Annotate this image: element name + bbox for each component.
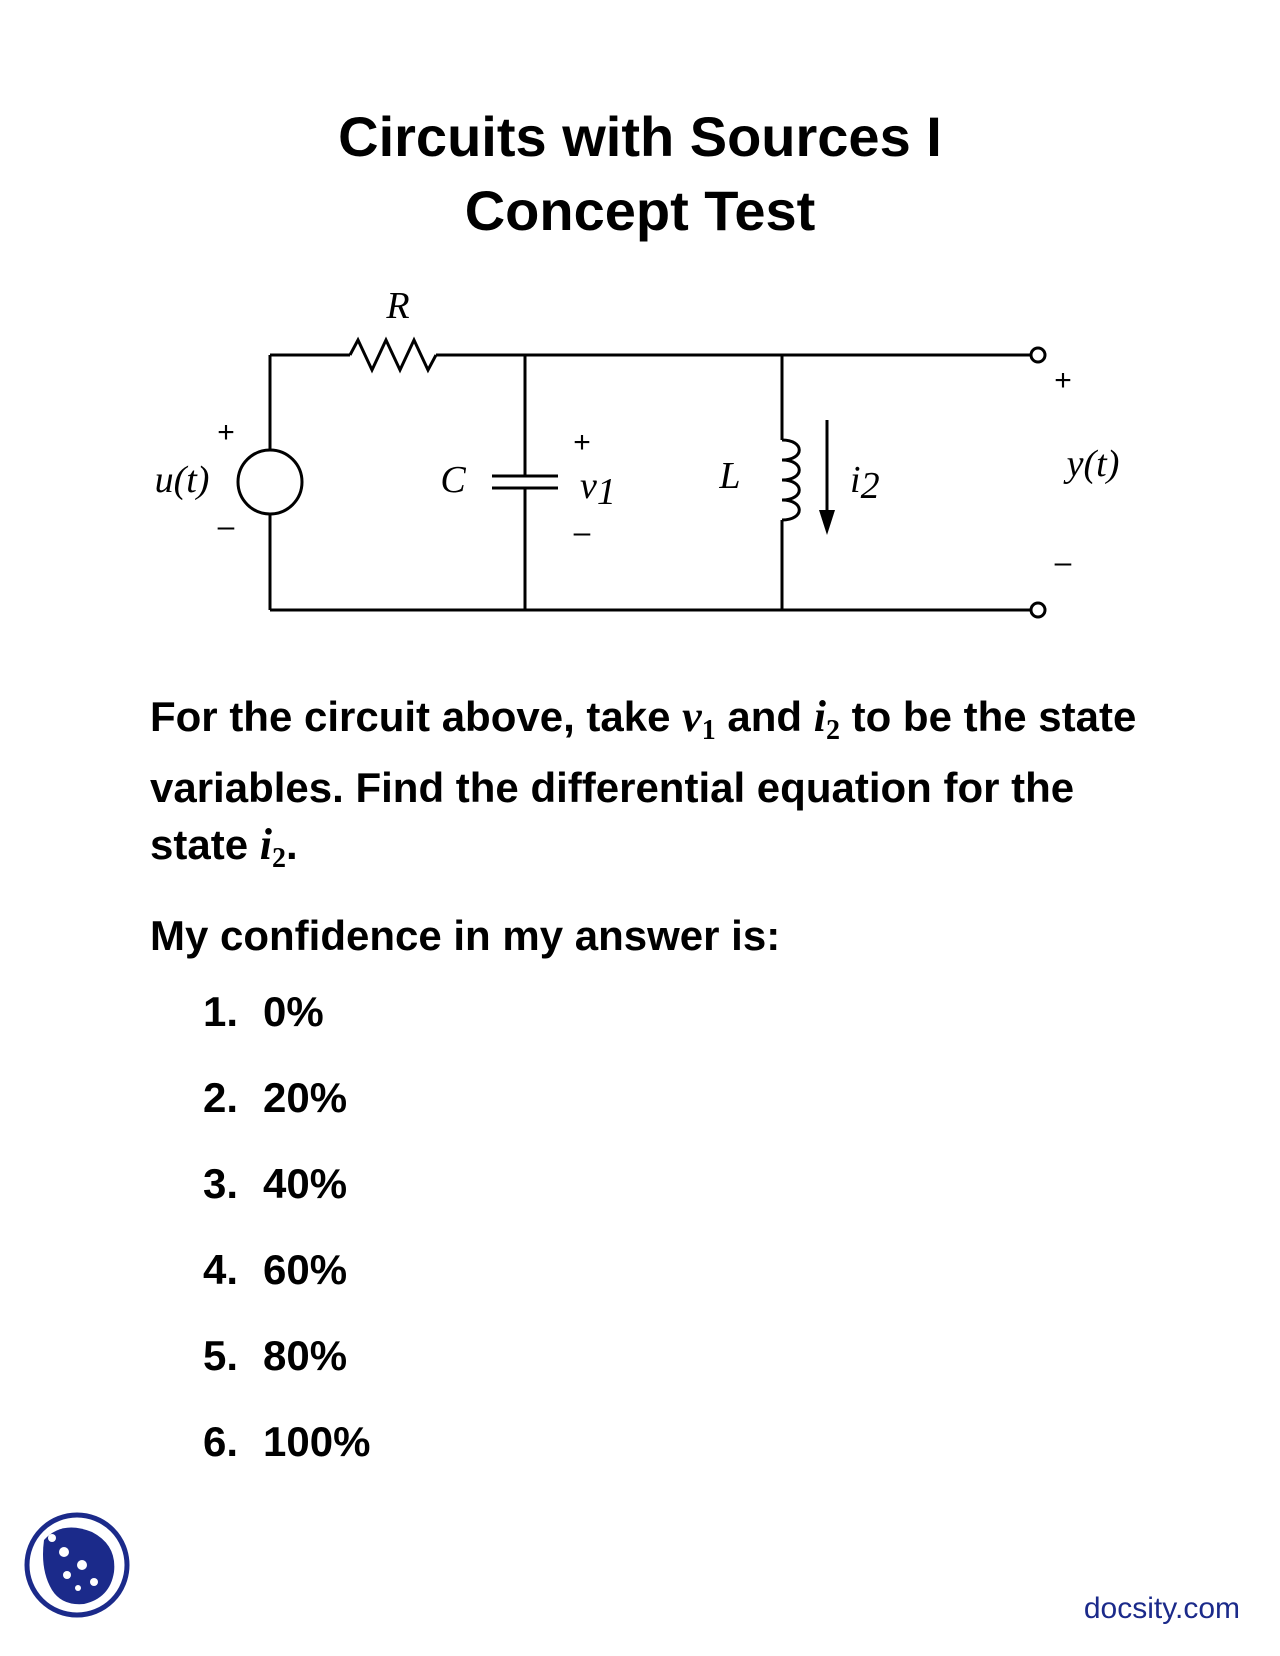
current-arrowhead [819,510,835,535]
option-item[interactable]: 2. 20% [203,1074,348,1121]
option-item[interactable]: 3. 40% [203,1160,348,1207]
question-part-4: . [285,821,298,868]
i2-label: i2 [850,459,880,507]
confidence-prompt: My confidence in my answer is: [150,912,781,959]
question-part-3: to be the state variables. Find the differential equation for the state [150,693,1137,868]
inductor-symbol [782,440,799,520]
question-part-1: For the circuit above, take [150,693,683,740]
v1-plus: + [573,426,591,459]
resistor-label: R [386,285,410,327]
option-item[interactable]: 5. 80% [203,1332,348,1379]
output-plus: + [1054,364,1072,397]
output-terminal-bottom [1031,603,1045,617]
source-label: u(t) [154,459,210,501]
option-item[interactable]: 4. 60% [203,1246,348,1293]
docsity-watermark[interactable]: docsity.com [1083,1592,1240,1625]
inductor-label: L [719,455,741,497]
resistor-symbol [350,340,436,370]
output-minus: – [1054,546,1072,579]
title-line-1: Circuits with Sources I [338,105,942,168]
question-var-i2: $i_2$ [813,692,840,746]
circuit-diagram [0,270,1280,650]
title-line-2: Concept Test [464,179,816,242]
option-item[interactable]: 6. 100% [203,1418,371,1465]
page-title [0,100,1280,248]
question-text [150,688,1150,887]
source-minus: – [217,510,235,543]
source-plus: + [217,416,235,449]
question-var-v1: $v_1$ [682,692,716,746]
question-var-i2-state: $i_2$ [259,820,286,874]
v1-minus: – [573,516,591,549]
confidence-options [203,987,370,1503]
capacitor-label: C [440,459,466,501]
question-part-2: and [715,693,814,740]
voltage-source-symbol [238,450,302,514]
capacitor-symbol [492,476,558,488]
docsity-ladybug-icon [22,1510,132,1620]
option-item[interactable]: 1. 0% [203,988,324,1035]
output-terminal-top [1031,348,1045,362]
output-label: y(t) [1066,443,1120,485]
v1-label: v1 [580,465,616,513]
